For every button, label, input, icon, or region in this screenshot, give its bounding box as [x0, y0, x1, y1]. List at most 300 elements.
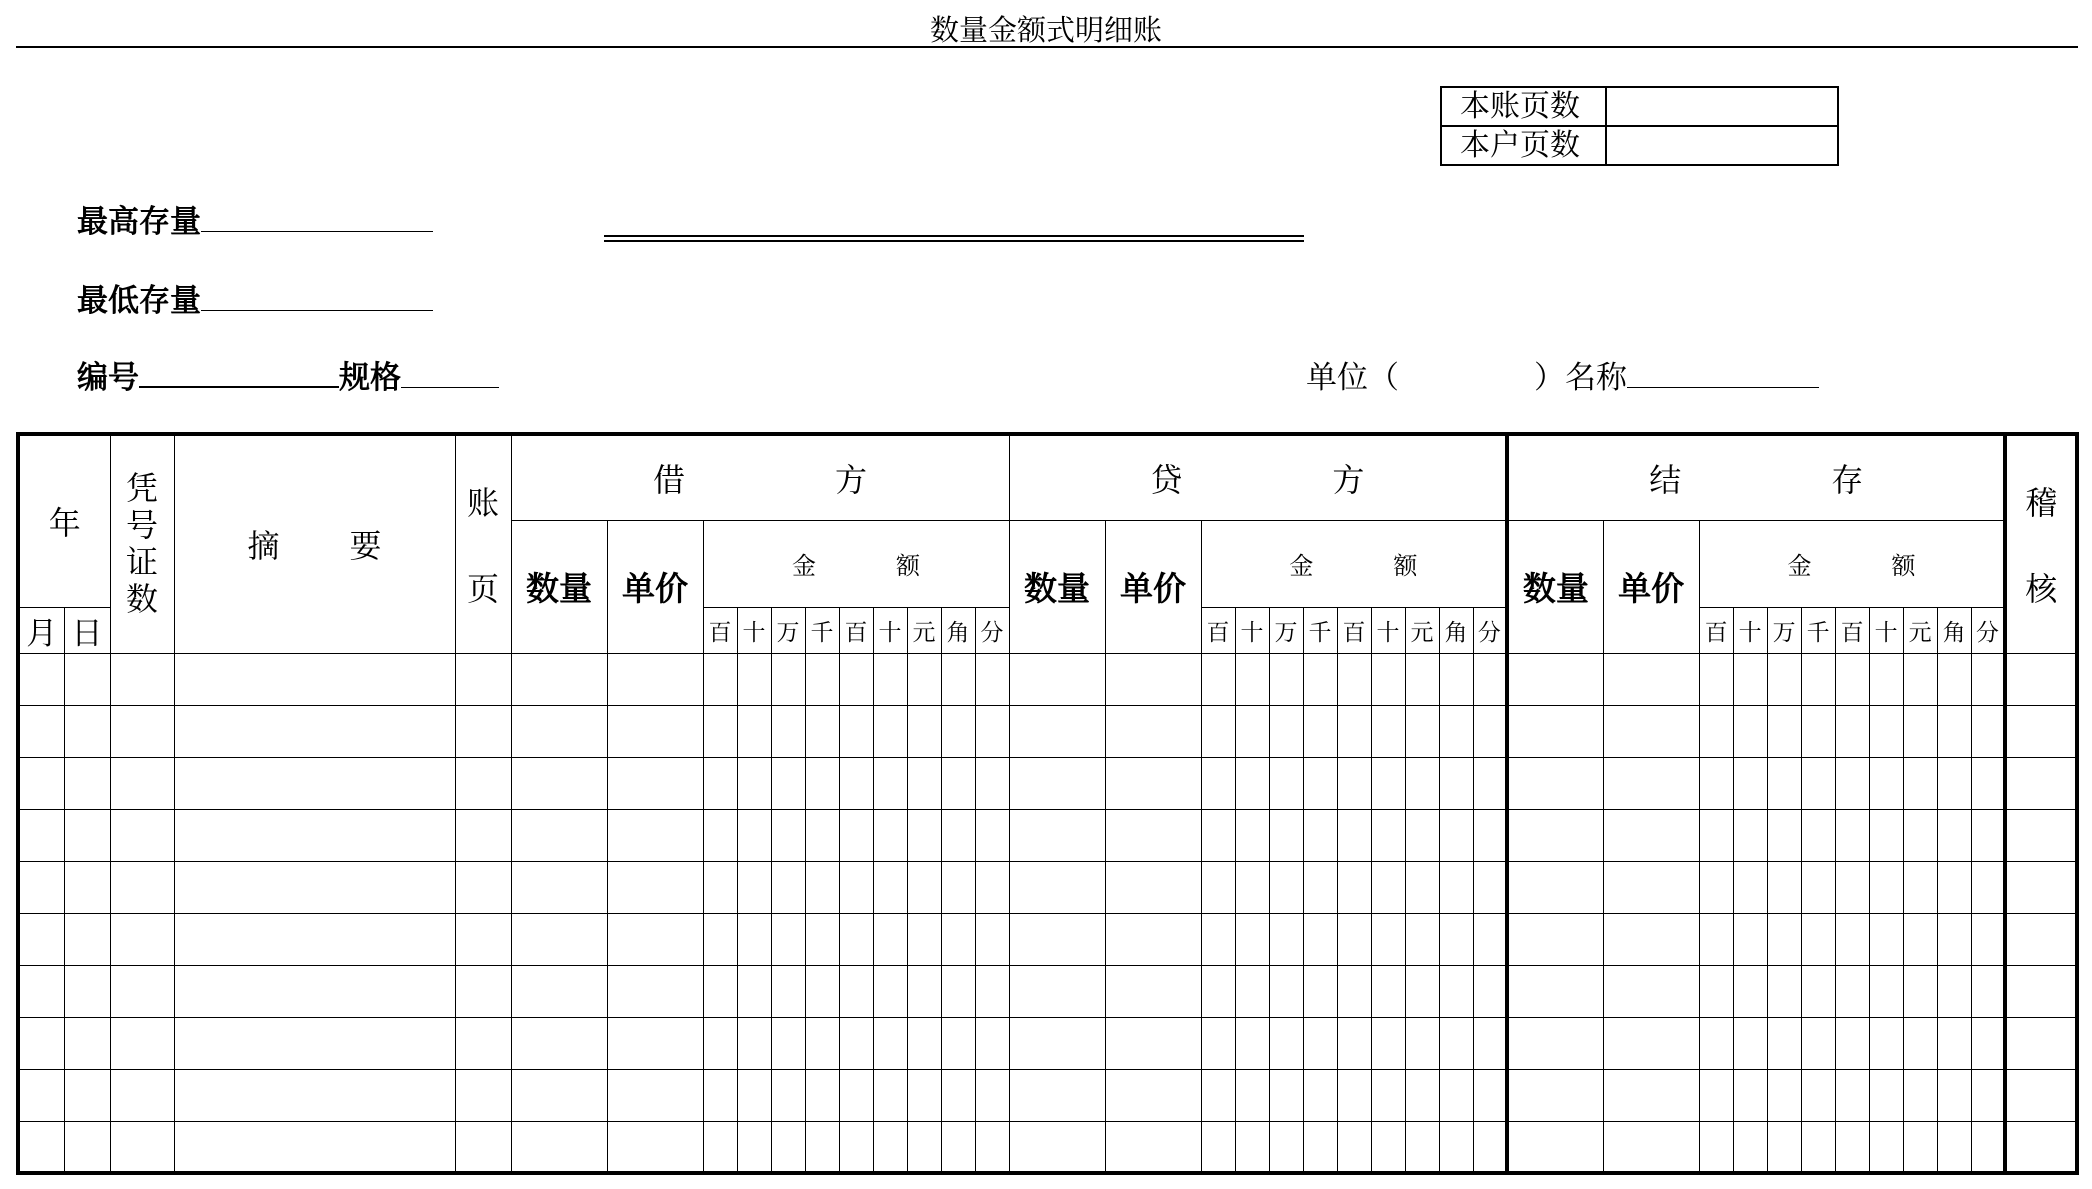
table-cell[interactable]: [174, 653, 455, 705]
table-cell[interactable]: [771, 1017, 805, 1069]
table-cell[interactable]: [1371, 653, 1405, 705]
table-cell[interactable]: [1337, 653, 1371, 705]
table-cell[interactable]: [1371, 1069, 1405, 1121]
table-cell[interactable]: [805, 965, 839, 1017]
table-cell[interactable]: [1903, 809, 1937, 861]
table-cell[interactable]: [1699, 913, 1733, 965]
table-cell[interactable]: [873, 809, 907, 861]
table-cell[interactable]: [1937, 861, 1971, 913]
table-cell[interactable]: [805, 809, 839, 861]
table-cell[interactable]: [1473, 705, 1507, 757]
table-cell[interactable]: [455, 1017, 511, 1069]
table-cell[interactable]: [1835, 1069, 1869, 1121]
table-cell[interactable]: [174, 1017, 455, 1069]
table-cell[interactable]: [1009, 965, 1105, 1017]
table-cell[interactable]: [1235, 965, 1269, 1017]
table-cell[interactable]: [737, 1069, 771, 1121]
table-cell[interactable]: [607, 1017, 703, 1069]
table-cell[interactable]: [455, 653, 511, 705]
table-cell[interactable]: [1371, 965, 1405, 1017]
table-cell[interactable]: [975, 757, 1009, 809]
table-cell[interactable]: [1733, 757, 1767, 809]
table-cell[interactable]: [1801, 757, 1835, 809]
table-cell[interactable]: [941, 913, 975, 965]
table-cell[interactable]: [975, 913, 1009, 965]
table-cell[interactable]: [1201, 861, 1235, 913]
table-cell[interactable]: [1767, 1017, 1801, 1069]
table-cell[interactable]: [607, 1121, 703, 1173]
table-cell[interactable]: [1439, 861, 1473, 913]
table-cell[interactable]: [941, 653, 975, 705]
table-cell[interactable]: [1371, 1017, 1405, 1069]
table-cell[interactable]: [1201, 705, 1235, 757]
table-cell[interactable]: [1105, 965, 1201, 1017]
table-cell[interactable]: [737, 653, 771, 705]
table-cell[interactable]: [873, 965, 907, 1017]
table-cell[interactable]: [1439, 653, 1473, 705]
table-cell[interactable]: [1009, 653, 1105, 705]
table-cell[interactable]: [941, 1121, 975, 1173]
table-cell[interactable]: [1009, 1017, 1105, 1069]
table-cell[interactable]: [1835, 965, 1869, 1017]
table-cell[interactable]: [1767, 1069, 1801, 1121]
table-cell[interactable]: [607, 653, 703, 705]
table-cell[interactable]: [1507, 809, 1603, 861]
table-cell[interactable]: [805, 1017, 839, 1069]
table-cell[interactable]: [907, 1017, 941, 1069]
table-cell[interactable]: [1303, 965, 1337, 1017]
table-cell[interactable]: [174, 705, 455, 757]
table-cell[interactable]: [737, 965, 771, 1017]
table-cell[interactable]: [1201, 1121, 1235, 1173]
table-cell[interactable]: [1903, 1069, 1937, 1121]
table-cell[interactable]: [975, 1069, 1009, 1121]
table-cell[interactable]: [1937, 1121, 1971, 1173]
table-cell[interactable]: [455, 705, 511, 757]
table-cell[interactable]: [455, 757, 511, 809]
table-cell[interactable]: [975, 705, 1009, 757]
table-cell[interactable]: [1405, 913, 1439, 965]
ledger-page-value[interactable]: [1606, 87, 1838, 126]
table-cell[interactable]: [1801, 965, 1835, 1017]
table-cell[interactable]: [1105, 1017, 1201, 1069]
table-cell[interactable]: [873, 653, 907, 705]
table-cell[interactable]: [174, 1121, 455, 1173]
table-cell[interactable]: [805, 861, 839, 913]
table-cell[interactable]: [1869, 757, 1903, 809]
table-cell[interactable]: [1439, 1017, 1473, 1069]
table-cell[interactable]: [18, 757, 64, 809]
spec-blank[interactable]: [401, 360, 499, 388]
table-cell[interactable]: [1507, 913, 1603, 965]
max-stock-blank[interactable]: [201, 204, 433, 232]
table-cell[interactable]: [2005, 1121, 2077, 1173]
table-cell[interactable]: [1201, 1069, 1235, 1121]
table-cell[interactable]: [1405, 861, 1439, 913]
table-cell[interactable]: [1767, 965, 1801, 1017]
table-cell[interactable]: [607, 913, 703, 965]
table-cell[interactable]: [1971, 1121, 2005, 1173]
table-cell[interactable]: [1269, 1121, 1303, 1173]
table-cell[interactable]: [1869, 1017, 1903, 1069]
table-cell[interactable]: [1733, 809, 1767, 861]
table-cell[interactable]: [1835, 913, 1869, 965]
table-cell[interactable]: [907, 705, 941, 757]
table-cell[interactable]: [1439, 1121, 1473, 1173]
table-cell[interactable]: [1801, 809, 1835, 861]
table-cell[interactable]: [511, 965, 607, 1017]
table-cell[interactable]: [1201, 1017, 1235, 1069]
table-cell[interactable]: [839, 1017, 873, 1069]
table-cell[interactable]: [1269, 861, 1303, 913]
table-cell[interactable]: [110, 1017, 174, 1069]
table-cell[interactable]: [1439, 1069, 1473, 1121]
table-cell[interactable]: [771, 1069, 805, 1121]
table-cell[interactable]: [1971, 1017, 2005, 1069]
table-cell[interactable]: [64, 757, 110, 809]
table-cell[interactable]: [511, 1069, 607, 1121]
table-cell[interactable]: [1507, 653, 1603, 705]
table-cell[interactable]: [110, 653, 174, 705]
table-cell[interactable]: [737, 913, 771, 965]
table-cell[interactable]: [1105, 757, 1201, 809]
table-cell[interactable]: [1269, 757, 1303, 809]
table-cell[interactable]: [1801, 653, 1835, 705]
table-cell[interactable]: [1337, 1069, 1371, 1121]
table-cell[interactable]: [907, 861, 941, 913]
table-cell[interactable]: [839, 1069, 873, 1121]
table-cell[interactable]: [1603, 861, 1699, 913]
table-cell[interactable]: [941, 705, 975, 757]
table-cell[interactable]: [1903, 1017, 1937, 1069]
table-cell[interactable]: [1699, 705, 1733, 757]
table-cell[interactable]: [1903, 653, 1937, 705]
table-cell[interactable]: [1835, 1121, 1869, 1173]
table-cell[interactable]: [1201, 965, 1235, 1017]
table-cell[interactable]: [1507, 705, 1603, 757]
table-cell[interactable]: [1235, 1121, 1269, 1173]
table-cell[interactable]: [1303, 861, 1337, 913]
table-cell[interactable]: [1269, 705, 1303, 757]
table-cell[interactable]: [1869, 1069, 1903, 1121]
table-cell[interactable]: [1869, 705, 1903, 757]
table-cell[interactable]: [1009, 705, 1105, 757]
table-cell[interactable]: [1507, 1069, 1603, 1121]
table-cell[interactable]: [1603, 809, 1699, 861]
table-cell[interactable]: [703, 913, 737, 965]
table-cell[interactable]: [805, 757, 839, 809]
table-cell[interactable]: [1699, 653, 1733, 705]
table-cell[interactable]: [873, 757, 907, 809]
table-cell[interactable]: [1699, 861, 1733, 913]
table-cell[interactable]: [839, 757, 873, 809]
table-cell[interactable]: [1733, 653, 1767, 705]
table-cell[interactable]: [1603, 1121, 1699, 1173]
table-cell[interactable]: [1801, 705, 1835, 757]
table-cell[interactable]: [805, 913, 839, 965]
account-page-value[interactable]: [1606, 126, 1838, 165]
table-cell[interactable]: [64, 809, 110, 861]
table-cell[interactable]: [1303, 1121, 1337, 1173]
table-cell[interactable]: [1507, 861, 1603, 913]
table-cell[interactable]: [1405, 1017, 1439, 1069]
table-cell[interactable]: [1269, 965, 1303, 1017]
table-cell[interactable]: [1105, 1121, 1201, 1173]
table-cell[interactable]: [737, 705, 771, 757]
table-cell[interactable]: [174, 757, 455, 809]
table-cell[interactable]: [1439, 757, 1473, 809]
table-cell[interactable]: [1869, 965, 1903, 1017]
table-cell[interactable]: [941, 1069, 975, 1121]
table-cell[interactable]: [1269, 809, 1303, 861]
table-cell[interactable]: [1869, 913, 1903, 965]
table-cell[interactable]: [1009, 809, 1105, 861]
table-cell[interactable]: [1937, 653, 1971, 705]
table-cell[interactable]: [839, 965, 873, 1017]
table-cell[interactable]: [1603, 653, 1699, 705]
table-cell[interactable]: [1903, 757, 1937, 809]
table-cell[interactable]: [2005, 1017, 2077, 1069]
table-cell[interactable]: [1303, 757, 1337, 809]
table-cell[interactable]: [607, 809, 703, 861]
table-cell[interactable]: [1971, 705, 2005, 757]
table-cell[interactable]: [703, 965, 737, 1017]
table-cell[interactable]: [703, 653, 737, 705]
table-cell[interactable]: [511, 913, 607, 965]
table-cell[interactable]: [607, 1069, 703, 1121]
table-cell[interactable]: [607, 757, 703, 809]
table-cell[interactable]: [839, 913, 873, 965]
table-cell[interactable]: [1733, 861, 1767, 913]
table-cell[interactable]: [18, 965, 64, 1017]
table-cell[interactable]: [1733, 1017, 1767, 1069]
table-cell[interactable]: [1201, 653, 1235, 705]
table-cell[interactable]: [511, 653, 607, 705]
table-cell[interactable]: [1405, 757, 1439, 809]
table-cell[interactable]: [1405, 705, 1439, 757]
table-cell[interactable]: [975, 653, 1009, 705]
table-cell[interactable]: [2005, 705, 2077, 757]
table-cell[interactable]: [703, 705, 737, 757]
table-cell[interactable]: [1337, 809, 1371, 861]
table-cell[interactable]: [1937, 1017, 1971, 1069]
table-cell[interactable]: [1971, 757, 2005, 809]
table-cell[interactable]: [975, 861, 1009, 913]
table-cell[interactable]: [1903, 1121, 1937, 1173]
table-cell[interactable]: [1337, 1017, 1371, 1069]
table-cell[interactable]: [1903, 965, 1937, 1017]
table-cell[interactable]: [174, 965, 455, 1017]
table-cell[interactable]: [1473, 809, 1507, 861]
table-cell[interactable]: [737, 757, 771, 809]
table-cell[interactable]: [18, 861, 64, 913]
table-cell[interactable]: [18, 1017, 64, 1069]
table-cell[interactable]: [2005, 757, 2077, 809]
table-cell[interactable]: [110, 965, 174, 1017]
table-cell[interactable]: [1371, 861, 1405, 913]
table-cell[interactable]: [1439, 809, 1473, 861]
table-cell[interactable]: [1473, 757, 1507, 809]
table-cell[interactable]: [1937, 913, 1971, 965]
table-cell[interactable]: [975, 809, 1009, 861]
table-cell[interactable]: [1337, 965, 1371, 1017]
table-cell[interactable]: [907, 653, 941, 705]
table-cell[interactable]: [1405, 809, 1439, 861]
table-cell[interactable]: [110, 757, 174, 809]
table-cell[interactable]: [1105, 913, 1201, 965]
table-cell[interactable]: [1235, 705, 1269, 757]
table-cell[interactable]: [1235, 861, 1269, 913]
table-cell[interactable]: [1733, 705, 1767, 757]
table-cell[interactable]: [64, 1069, 110, 1121]
table-cell[interactable]: [174, 1069, 455, 1121]
table-cell[interactable]: [1733, 1069, 1767, 1121]
table-cell[interactable]: [1105, 705, 1201, 757]
table-cell[interactable]: [703, 1121, 737, 1173]
table-cell[interactable]: [1603, 705, 1699, 757]
table-cell[interactable]: [1303, 653, 1337, 705]
table-cell[interactable]: [1767, 861, 1801, 913]
table-cell[interactable]: [805, 1121, 839, 1173]
table-cell[interactable]: [1473, 1121, 1507, 1173]
table-cell[interactable]: [1371, 809, 1405, 861]
table-cell[interactable]: [18, 809, 64, 861]
table-cell[interactable]: [1269, 653, 1303, 705]
table-cell[interactable]: [1337, 1121, 1371, 1173]
table-cell[interactable]: [455, 809, 511, 861]
table-cell[interactable]: [1235, 1069, 1269, 1121]
table-cell[interactable]: [1235, 913, 1269, 965]
table-cell[interactable]: [1835, 861, 1869, 913]
table-cell[interactable]: [18, 1121, 64, 1173]
table-cell[interactable]: [1405, 1069, 1439, 1121]
table-cell[interactable]: [18, 1069, 64, 1121]
table-cell[interactable]: [1937, 757, 1971, 809]
table-cell[interactable]: [1439, 913, 1473, 965]
table-cell[interactable]: [771, 809, 805, 861]
table-cell[interactable]: [703, 861, 737, 913]
table-cell[interactable]: [1971, 861, 2005, 913]
table-cell[interactable]: [873, 1017, 907, 1069]
table-cell[interactable]: [1105, 809, 1201, 861]
table-cell[interactable]: [1603, 1069, 1699, 1121]
table-cell[interactable]: [110, 809, 174, 861]
table-cell[interactable]: [1903, 913, 1937, 965]
table-cell[interactable]: [1801, 1017, 1835, 1069]
table-cell[interactable]: [511, 809, 607, 861]
table-cell[interactable]: [1767, 1121, 1801, 1173]
table-cell[interactable]: [1699, 1121, 1733, 1173]
table-cell[interactable]: [455, 965, 511, 1017]
table-cell[interactable]: [873, 861, 907, 913]
table-cell[interactable]: [1105, 861, 1201, 913]
table-cell[interactable]: [1801, 913, 1835, 965]
table-cell[interactable]: [771, 1121, 805, 1173]
table-cell[interactable]: [64, 653, 110, 705]
table-cell[interactable]: [771, 757, 805, 809]
table-cell[interactable]: [873, 1121, 907, 1173]
table-cell[interactable]: [110, 861, 174, 913]
table-cell[interactable]: [455, 1121, 511, 1173]
table-cell[interactable]: [64, 1017, 110, 1069]
table-cell[interactable]: [1869, 653, 1903, 705]
table-cell[interactable]: [110, 1121, 174, 1173]
table-cell[interactable]: [1337, 705, 1371, 757]
table-cell[interactable]: [771, 861, 805, 913]
table-cell[interactable]: [455, 913, 511, 965]
table-cell[interactable]: [1235, 757, 1269, 809]
table-cell[interactable]: [737, 1017, 771, 1069]
table-cell[interactable]: [1835, 1017, 1869, 1069]
table-cell[interactable]: [1937, 705, 1971, 757]
table-cell[interactable]: [1371, 757, 1405, 809]
table-cell[interactable]: [1405, 965, 1439, 1017]
table-cell[interactable]: [907, 913, 941, 965]
table-cell[interactable]: [511, 1121, 607, 1173]
table-cell[interactable]: [1507, 1121, 1603, 1173]
table-cell[interactable]: [1971, 965, 2005, 1017]
table-cell[interactable]: [1473, 913, 1507, 965]
table-cell[interactable]: [1937, 1069, 1971, 1121]
table-cell[interactable]: [839, 861, 873, 913]
table-cell[interactable]: [1105, 653, 1201, 705]
table-cell[interactable]: [1439, 965, 1473, 1017]
table-cell[interactable]: [771, 653, 805, 705]
table-cell[interactable]: [907, 1069, 941, 1121]
table-cell[interactable]: [703, 1017, 737, 1069]
table-cell[interactable]: [1699, 1069, 1733, 1121]
table-cell[interactable]: [1405, 653, 1439, 705]
table-cell[interactable]: [1835, 809, 1869, 861]
table-cell[interactable]: [907, 809, 941, 861]
table-cell[interactable]: [1473, 653, 1507, 705]
table-cell[interactable]: [607, 965, 703, 1017]
table-cell[interactable]: [1971, 653, 2005, 705]
table-cell[interactable]: [907, 757, 941, 809]
table-cell[interactable]: [1473, 1017, 1507, 1069]
table-cell[interactable]: [941, 965, 975, 1017]
table-cell[interactable]: [873, 913, 907, 965]
table-cell[interactable]: [511, 757, 607, 809]
table-cell[interactable]: [2005, 913, 2077, 965]
table-cell[interactable]: [1201, 757, 1235, 809]
table-cell[interactable]: [839, 1121, 873, 1173]
table-cell[interactable]: [2005, 965, 2077, 1017]
table-cell[interactable]: [1105, 1069, 1201, 1121]
table-cell[interactable]: [975, 965, 1009, 1017]
table-cell[interactable]: [1835, 653, 1869, 705]
table-cell[interactable]: [907, 1121, 941, 1173]
table-cell[interactable]: [1337, 913, 1371, 965]
table-cell[interactable]: [1801, 1121, 1835, 1173]
table-cell[interactable]: [64, 861, 110, 913]
table-cell[interactable]: [907, 965, 941, 1017]
table-cell[interactable]: [1303, 1069, 1337, 1121]
table-cell[interactable]: [1201, 913, 1235, 965]
table-cell[interactable]: [1767, 653, 1801, 705]
table-cell[interactable]: [2005, 809, 2077, 861]
table-cell[interactable]: [1009, 1121, 1105, 1173]
table-cell[interactable]: [1937, 809, 1971, 861]
table-cell[interactable]: [1733, 913, 1767, 965]
table-cell[interactable]: [839, 809, 873, 861]
table-cell[interactable]: [1009, 1069, 1105, 1121]
table-cell[interactable]: [174, 913, 455, 965]
table-cell[interactable]: [174, 861, 455, 913]
table-cell[interactable]: [2005, 861, 2077, 913]
table-cell[interactable]: [18, 653, 64, 705]
table-cell[interactable]: [805, 1069, 839, 1121]
